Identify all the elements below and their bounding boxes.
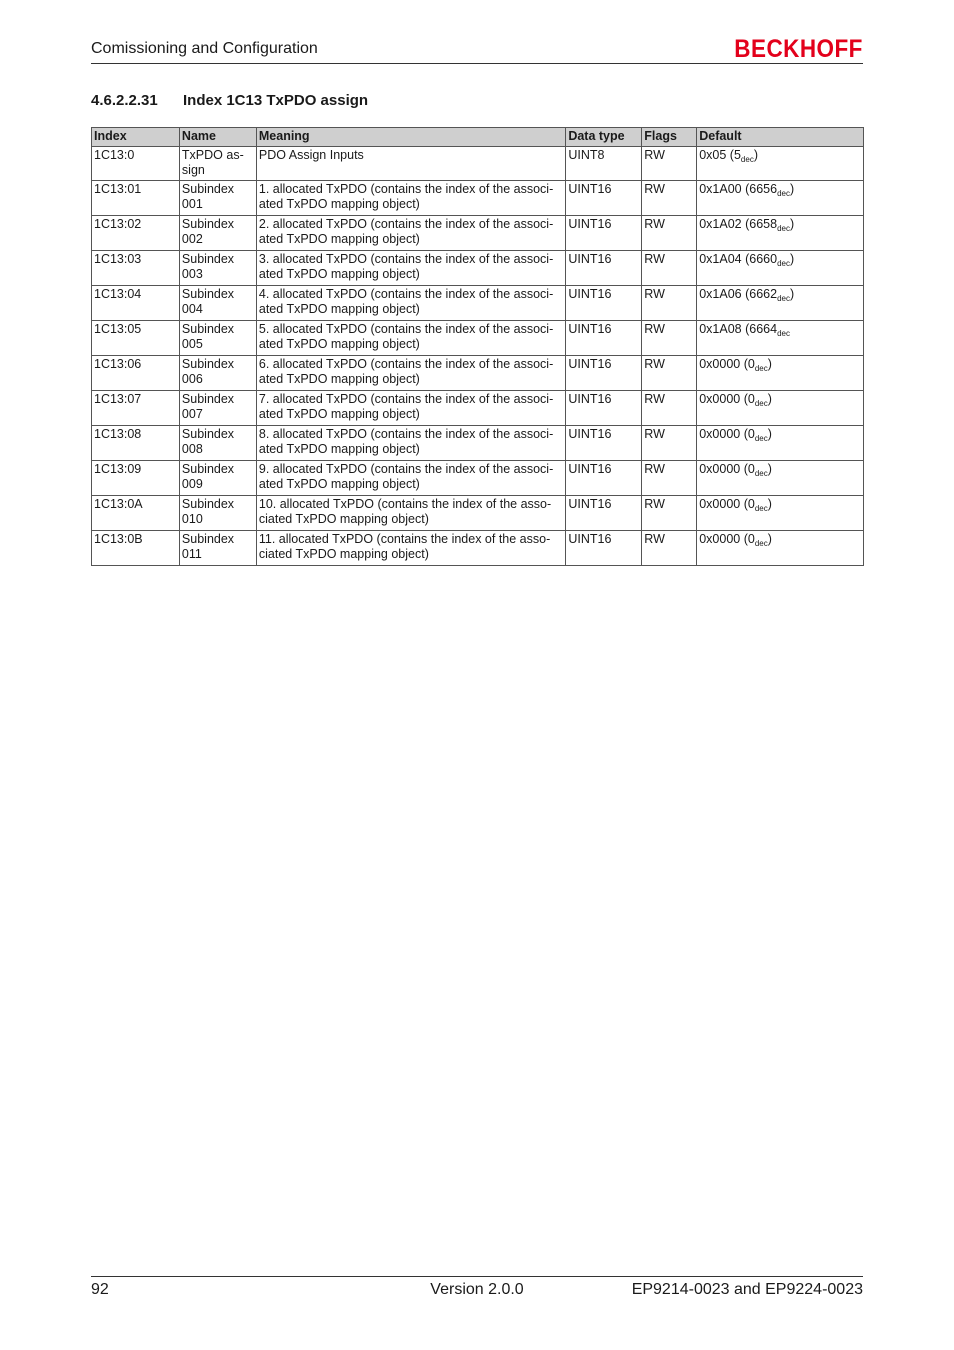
- cell-index: 1C13:09: [92, 461, 180, 496]
- default-close: ): [789, 287, 795, 301]
- default-value: 0x0000 (0: [699, 392, 755, 406]
- cell-meaning: 6. allocated TxPDO (contains the index of the associ-ated TxPDO mapping object): [256, 356, 565, 391]
- cell-index: 1C13:01: [92, 181, 180, 216]
- cell-index: 1C13:0: [92, 147, 180, 181]
- cell-index: 1C13:0A: [92, 496, 180, 531]
- cell-index: 1C13:03: [92, 251, 180, 286]
- cell-name: Subindex 002: [179, 216, 256, 251]
- default-subscript: dec: [777, 224, 790, 233]
- default-close: ): [789, 182, 795, 196]
- cell-flags: RW: [642, 426, 697, 461]
- cell-name: Subindex 004: [179, 286, 256, 321]
- cell-name: Subindex 005: [179, 321, 256, 356]
- default-subscript: dec: [754, 434, 768, 443]
- default-close: ): [767, 357, 772, 371]
- default-close: ): [767, 427, 772, 441]
- default-subscript: dec: [754, 364, 768, 373]
- default-value: 0x1A04 (6660: [699, 252, 778, 266]
- header-title: Comissioning and Configuration: [91, 40, 318, 57]
- default-subscript: dec: [777, 294, 790, 303]
- default-close: ): [789, 217, 795, 231]
- cell-data-type: UINT16: [566, 496, 642, 531]
- section-title: Index 1C13 TxPDO assign: [183, 92, 369, 109]
- cell-name: TxPDO as-sign: [179, 147, 256, 181]
- cell-data-type: UINT8: [566, 147, 642, 181]
- default-value: 0x1A08 (6664: [699, 322, 778, 336]
- default-subscript: dec: [777, 329, 790, 338]
- default-value: 0x1A00 (6656: [699, 182, 778, 196]
- cell-name: Subindex 008: [179, 426, 256, 461]
- table-row: [92, 321, 864, 356]
- default-value: 0x1A02 (6658: [699, 217, 778, 231]
- default-subscript: dec: [754, 539, 768, 548]
- cell-meaning: 10. allocated TxPDO (contains the index of the asso-ciated TxPDO mapping object): [256, 496, 565, 531]
- column-header-name: Name: [179, 128, 256, 147]
- cell-default: [697, 356, 864, 391]
- table-header-row: [92, 128, 864, 147]
- table-row: [92, 356, 864, 391]
- cell-meaning: 1. allocated TxPDO (contains the index of the associ-ated TxPDO mapping object): [256, 181, 565, 216]
- document-version: Version 2.0.0: [430, 1281, 524, 1298]
- default-value: 0x0000 (0: [699, 462, 755, 476]
- page-number: 92: [91, 1281, 109, 1298]
- default-subscript: dec: [777, 189, 790, 198]
- section-heading: [91, 92, 368, 109]
- cell-flags: RW: [642, 356, 697, 391]
- cell-flags: RW: [642, 147, 697, 181]
- cell-default: [697, 461, 864, 496]
- cell-index: 1C13:07: [92, 391, 180, 426]
- cell-meaning: 9. allocated TxPDO (contains the index of the associ-ated TxPDO mapping object): [256, 461, 565, 496]
- table-row: [92, 461, 864, 496]
- default-subscript: dec: [777, 259, 790, 268]
- cell-data-type: UINT16: [566, 426, 642, 461]
- cell-flags: RW: [642, 286, 697, 321]
- cell-index: 1C13:08: [92, 426, 180, 461]
- table-row: [92, 496, 864, 531]
- cell-default: [697, 496, 864, 531]
- cell-flags: RW: [642, 251, 697, 286]
- cell-name: Subindex 003: [179, 251, 256, 286]
- cell-meaning: PDO Assign Inputs: [256, 147, 565, 181]
- cell-data-type: UINT16: [566, 251, 642, 286]
- product-name: EP9214-0023 and EP9224-0023: [631, 1281, 863, 1298]
- default-value: 0x0000 (0: [699, 427, 755, 441]
- cell-name: Subindex 011: [179, 531, 256, 566]
- default-subscript: dec: [754, 399, 768, 408]
- cell-default: [697, 321, 864, 356]
- default-value: 0x0000 (0: [699, 532, 755, 546]
- default-subscript: dec: [740, 155, 754, 164]
- cell-data-type: UINT16: [566, 286, 642, 321]
- cell-default: [697, 426, 864, 461]
- cell-meaning: 2. allocated TxPDO (contains the index of the associ-ated TxPDO mapping object): [256, 216, 565, 251]
- table-row: [92, 531, 864, 566]
- table-row: [92, 391, 864, 426]
- cell-index: 1C13:04: [92, 286, 180, 321]
- cell-data-type: UINT16: [566, 461, 642, 496]
- cell-meaning: 8. allocated TxPDO (contains the index of the associ-ated TxPDO mapping object): [256, 426, 565, 461]
- cell-default: [697, 216, 864, 251]
- column-header-meaning: Meaning: [256, 128, 565, 147]
- cell-name: Subindex 010: [179, 496, 256, 531]
- table-row: [92, 181, 864, 216]
- cell-flags: RW: [642, 181, 697, 216]
- footer-divider: [91, 1276, 863, 1277]
- cell-data-type: UINT16: [566, 356, 642, 391]
- table-row: [92, 147, 864, 181]
- beckhoff-logo: BECKHOFF: [734, 35, 863, 63]
- cell-meaning: 11. allocated TxPDO (contains the index of the asso-ciated TxPDO mapping object): [256, 531, 565, 566]
- cell-index: 1C13:02: [92, 216, 180, 251]
- cell-default: [697, 391, 864, 426]
- cell-flags: RW: [642, 496, 697, 531]
- table-row: [92, 286, 864, 321]
- header-divider: [91, 63, 863, 64]
- column-header-data-type: Data type: [566, 128, 642, 147]
- cell-flags: RW: [642, 216, 697, 251]
- cell-data-type: UINT16: [566, 321, 642, 356]
- cell-data-type: UINT16: [566, 216, 642, 251]
- default-value: 0x1A06 (6662: [699, 287, 778, 301]
- default-close: ): [789, 252, 795, 266]
- table-row: [92, 426, 864, 461]
- column-header-flags: Flags: [642, 128, 697, 147]
- cell-name: Subindex 001: [179, 181, 256, 216]
- default-close: ): [767, 532, 772, 546]
- cell-default: [697, 531, 864, 566]
- default-value: 0x05 (5: [699, 148, 741, 162]
- cell-index: 1C13:05: [92, 321, 180, 356]
- object-table: [91, 127, 864, 566]
- column-header-default: Default: [697, 128, 864, 147]
- default-subscript: dec: [754, 469, 768, 478]
- default-close: ): [767, 392, 772, 406]
- column-header-index: Index: [92, 128, 180, 147]
- default-subscript: dec: [754, 504, 768, 513]
- section-number: 4.6.2.2.31: [91, 92, 158, 109]
- default-close: ): [753, 148, 758, 162]
- cell-meaning: 7. allocated TxPDO (contains the index of the associ-ated TxPDO mapping object): [256, 391, 565, 426]
- table-row: [92, 216, 864, 251]
- cell-data-type: UINT16: [566, 531, 642, 566]
- cell-default: [697, 286, 864, 321]
- cell-default: [697, 251, 864, 286]
- cell-flags: RW: [642, 531, 697, 566]
- cell-data-type: UINT16: [566, 181, 642, 216]
- cell-default: [697, 147, 864, 181]
- cell-flags: RW: [642, 461, 697, 496]
- table-row: [92, 251, 864, 286]
- cell-default: [697, 181, 864, 216]
- cell-flags: RW: [642, 321, 697, 356]
- cell-index: 1C13:0B: [92, 531, 180, 566]
- cell-name: Subindex 007: [179, 391, 256, 426]
- cell-meaning: 3. allocated TxPDO (contains the index of the associ-ated TxPDO mapping object): [256, 251, 565, 286]
- cell-flags: RW: [642, 391, 697, 426]
- cell-index: 1C13:06: [92, 356, 180, 391]
- cell-data-type: UINT16: [566, 391, 642, 426]
- default-close: ): [767, 462, 772, 476]
- default-value: 0x0000 (0: [699, 357, 755, 371]
- default-close: ): [767, 497, 772, 511]
- cell-name: Subindex 006: [179, 356, 256, 391]
- cell-meaning: 5. allocated TxPDO (contains the index of the associ-ated TxPDO mapping object): [256, 321, 565, 356]
- table-body: [92, 147, 864, 566]
- default-value: 0x0000 (0: [699, 497, 755, 511]
- cell-name: Subindex 009: [179, 461, 256, 496]
- cell-meaning: 4. allocated TxPDO (contains the index of the associ-ated TxPDO mapping object): [256, 286, 565, 321]
